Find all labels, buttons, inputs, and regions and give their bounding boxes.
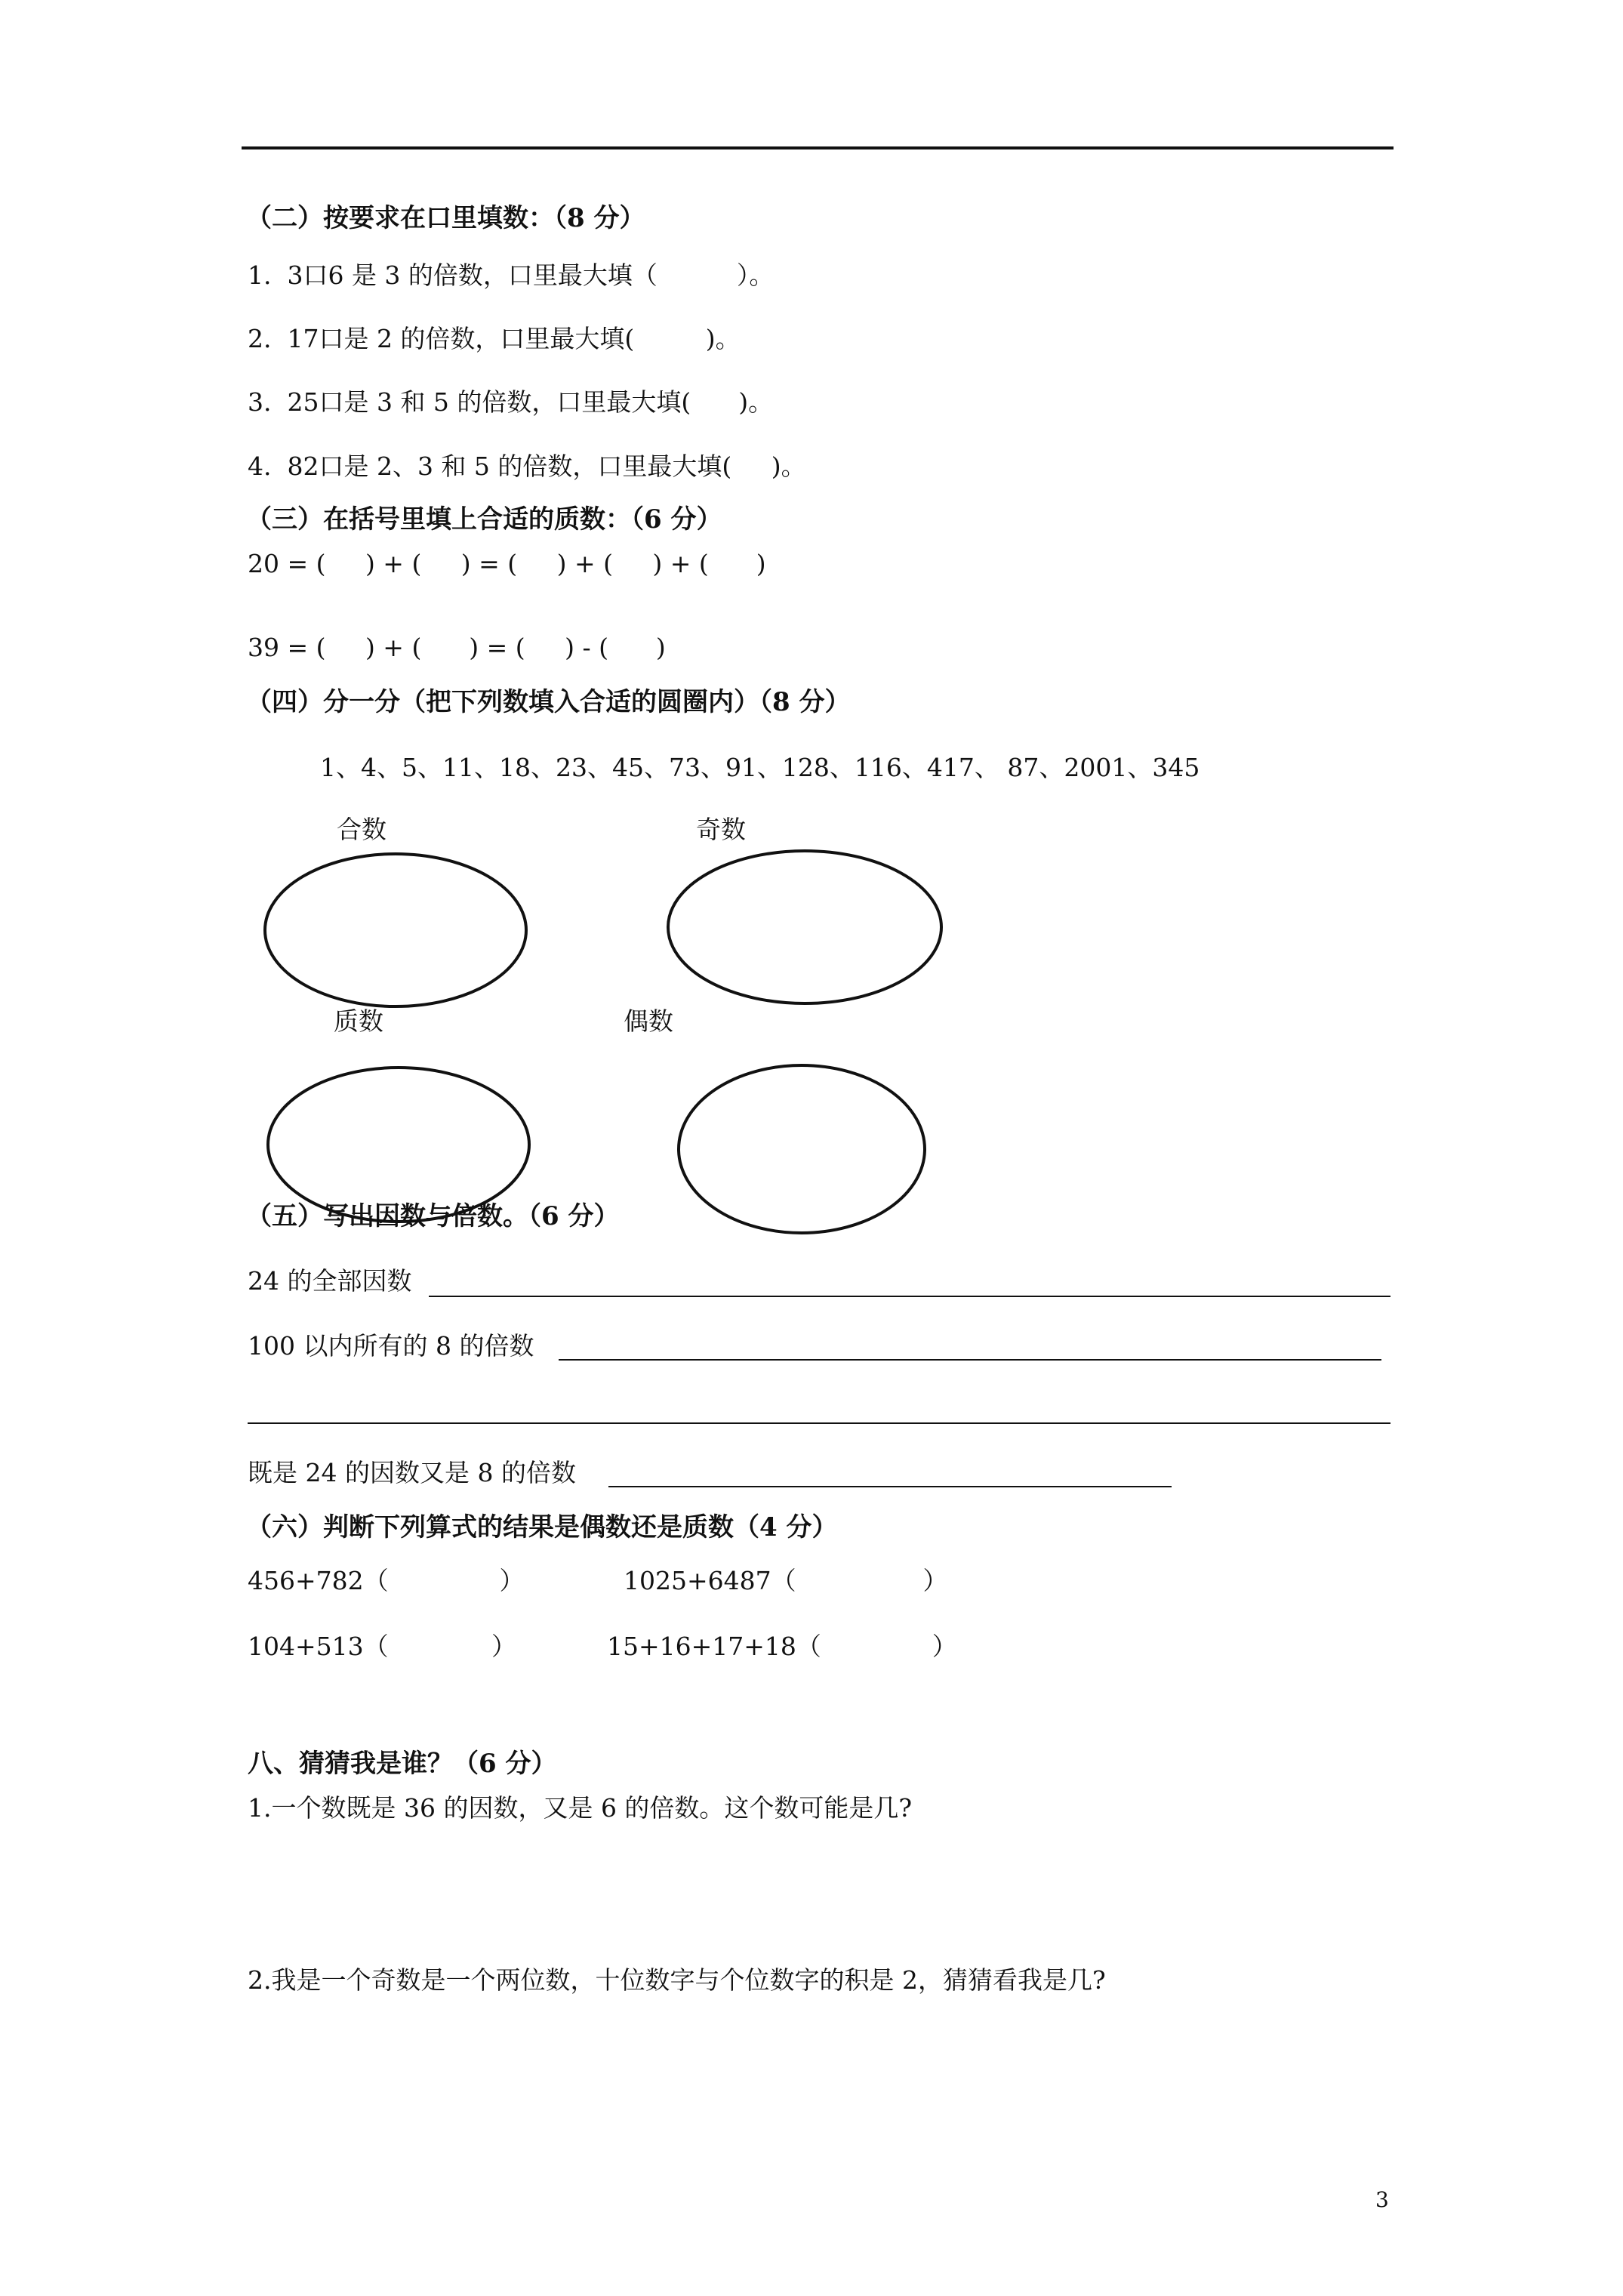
section-3-title: （三）在括号里填上合适的质数：（6 分） (246, 504, 722, 535)
multiples-of-8-answer-line-2[interactable] (248, 1422, 1390, 1424)
label-odd: 奇数 (696, 815, 746, 844)
expr-456-782: 456+782（ ） (248, 1566, 525, 1595)
section-2-item-4: 4. 82口是 2、3 和 5 的倍数，口里最大填( )。 (248, 451, 806, 481)
prime-sum-row-39: 39 = ( ) + ( ) = ( ) - ( ) (248, 633, 666, 662)
label-composite: 合数 (337, 815, 387, 844)
multiples-of-8-answer-line[interactable] (559, 1359, 1381, 1361)
common-factor-multiple-label: 既是 24 的因数又是 8 的倍数 (248, 1458, 576, 1487)
section-2-item-2: 2. 17口是 2 的倍数，口里最大填( )。 (248, 324, 741, 353)
expr-104-513: 104+513（ ） (248, 1632, 516, 1661)
section-6-title: （六）判断下列算式的结果是偶数还是质数（4 分） (246, 1512, 838, 1542)
expr-15-16-17-18: 15+16+17+18（ ） (607, 1632, 957, 1661)
section-5-title: （五）写出因数与倍数。（6 分） (246, 1201, 620, 1231)
multiples-of-8-label: 100 以内所有的 8 的倍数 (248, 1331, 534, 1361)
label-even: 偶数 (624, 1006, 673, 1036)
circle-composite[interactable] (265, 854, 526, 1006)
expr-1025-6487: 1025+6487（ ） (624, 1566, 948, 1595)
riddle-1: 1.一个数既是 36 的因数，又是 6 的倍数。这个数可能是几? (248, 1793, 913, 1823)
circle-even[interactable] (679, 1065, 925, 1233)
section-2-title: （二）按要求在口里填数：（8 分） (246, 203, 645, 233)
common-factor-multiple-answer-line[interactable] (608, 1486, 1172, 1487)
section-4-title: （四）分一分（把下列数填入合适的圆圈内）（8 分） (246, 687, 851, 717)
circle-prime[interactable] (268, 1068, 529, 1222)
number-list: 1、4、5、11、18、23、45、73、91、128、116、417、 87、2001、345 (320, 753, 1200, 782)
section-2-item-3: 3. 25口是 3 和 5 的倍数，口里最大填( )。 (248, 387, 774, 417)
prime-sum-row-20: 20 = ( ) + ( ) = ( ) + ( ) + ( ) (248, 549, 766, 578)
section-8-title: 八、猜猜我是谁？（6 分） (248, 1749, 557, 1779)
label-prime: 质数 (334, 1006, 383, 1036)
page-number: 3 (1375, 2187, 1389, 2212)
riddle-2: 2.我是一个奇数是一个两位数，十位数字与个位数字的积是 2，猜猜看我是几? (248, 1965, 1106, 1995)
circle-odd[interactable] (668, 851, 941, 1003)
factors-of-24-answer-line[interactable] (429, 1296, 1390, 1297)
factors-of-24-label: 24 的全部因数 (248, 1266, 412, 1296)
section-2-item-1: 1. 3口6 是 3 的倍数，口里最大填（ ）。 (248, 260, 775, 290)
